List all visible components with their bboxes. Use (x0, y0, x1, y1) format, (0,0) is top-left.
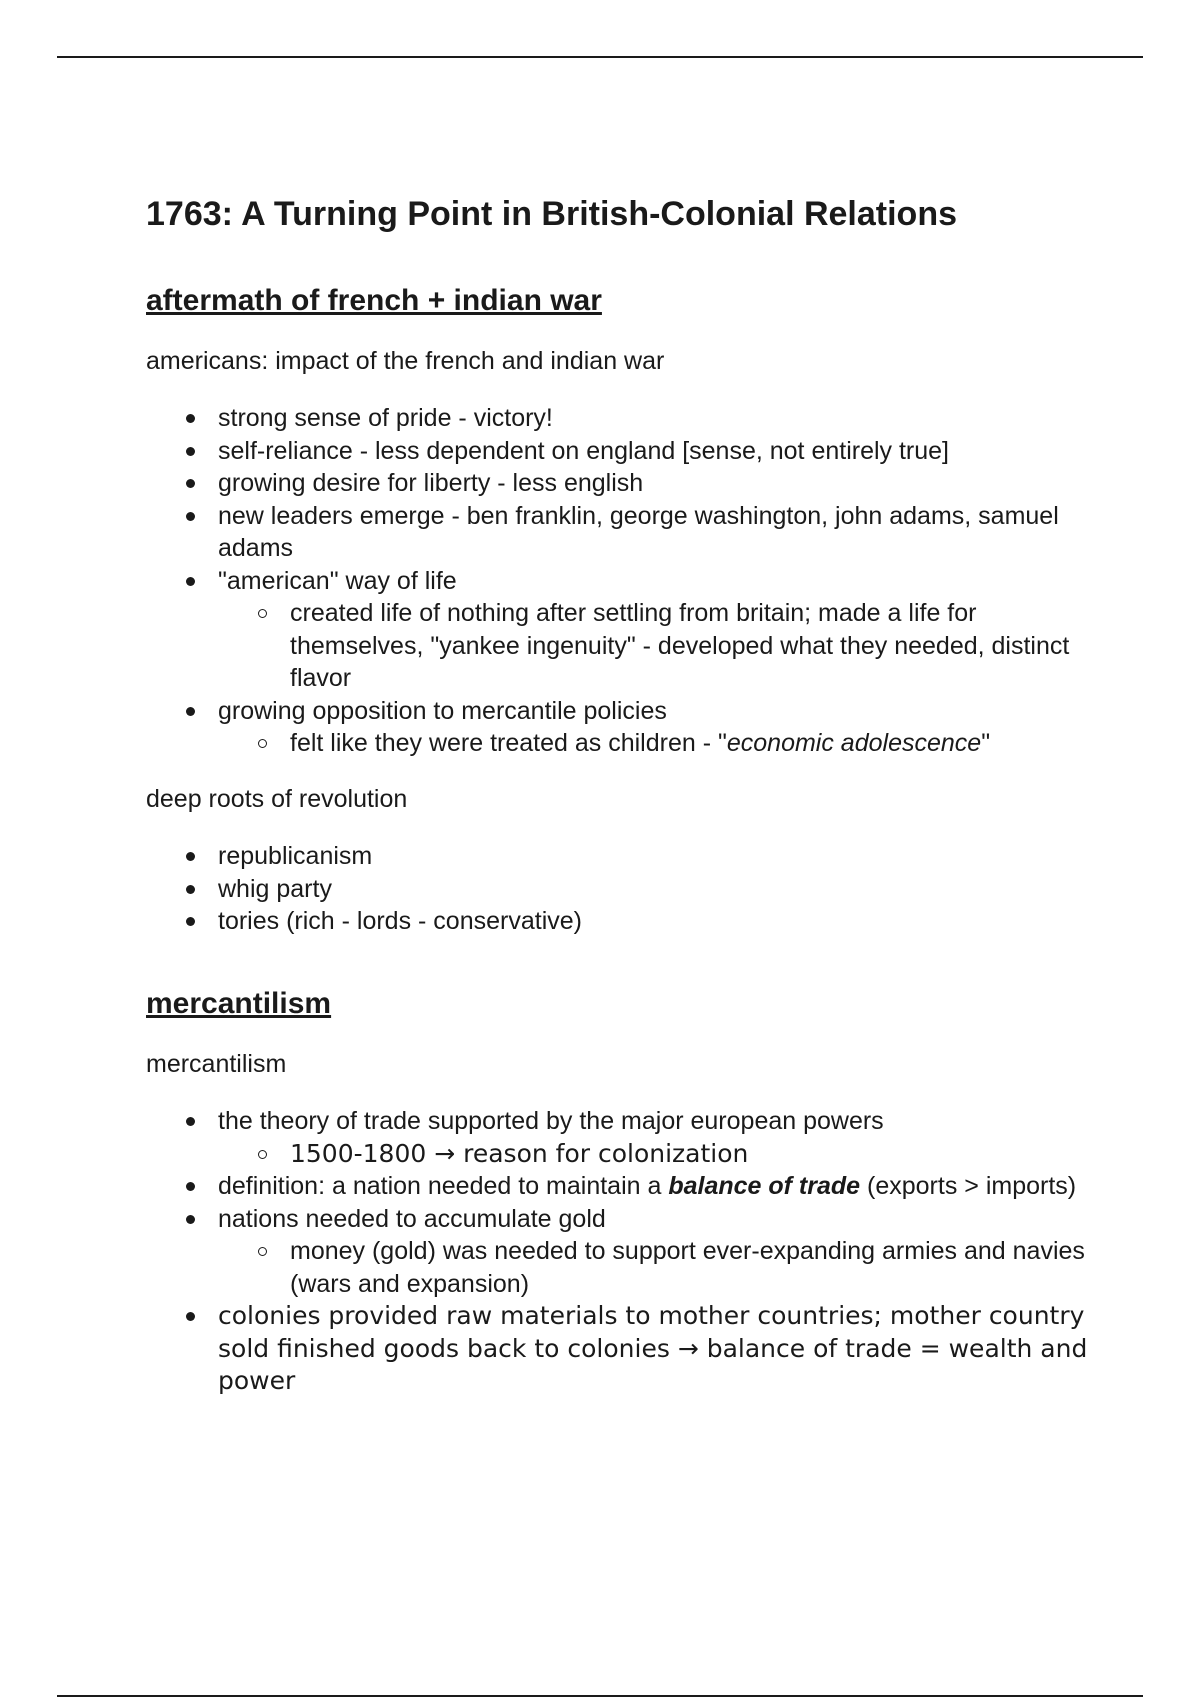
roots-heading: deep roots of revolution (146, 785, 408, 813)
list-item-text: self-reliance - less dependent on england [sense, not entirely true] (218, 436, 950, 465)
list-item-text: whig party (218, 874, 332, 903)
list-item (146, 435, 1091, 468)
sub-list-item (218, 597, 1091, 695)
section-heading-mercantilism: mercantilism (146, 987, 332, 1020)
list-item-text: republicanism (218, 842, 373, 870)
list-item (146, 873, 1091, 906)
sub-list (218, 1235, 1091, 1300)
italic-emphasis: economic adolescence (726, 729, 982, 757)
closing-quote: " (981, 729, 991, 757)
bold-italic-emphasis: balance of trade (668, 1172, 861, 1200)
list-item (146, 1300, 1091, 1398)
list-item (146, 1203, 1091, 1301)
sub-list-item-text: 1500-1800 → reason for colonization (290, 1138, 749, 1168)
list-item (146, 500, 1091, 565)
sub-list (218, 727, 1091, 760)
list-item-text: growing opposition to mercantile policies (218, 696, 667, 725)
list-item (146, 1170, 1091, 1203)
list-item-text: colonies provided raw materials to mother countries; mother country sold finished goods back to colonies → balance of trade = wealth and power (218, 1301, 1088, 1395)
impact-list (146, 402, 1091, 760)
sub-list-item (218, 1235, 1091, 1300)
section-heading-aftermath: aftermath of french + indian war (146, 284, 602, 317)
list-item-text: definition: a nation needed to maintain a (218, 1172, 669, 1200)
list-item-text: new leaders emerge - ben franklin, george washington, john adams, samuel adams (218, 501, 1059, 562)
bottom-rule (57, 1695, 1143, 1697)
section-intro-mercantilism: mercantilism (146, 1050, 287, 1078)
mercantilism-list (146, 1105, 1091, 1398)
top-rule (57, 56, 1143, 58)
list-item (146, 402, 1091, 435)
sub-list-item-text: created life of nothing after settling from britain; made a life for themselves, "yankee ingenuity" - developed what they needed, distinct flavor (290, 599, 1070, 692)
sub-list-item-text: money (gold) was needed to support ever-expanding armies and navies (wars and expansion) (290, 1237, 1085, 1298)
sub-list-item (218, 727, 1091, 760)
list-item (146, 695, 1091, 760)
list-item-text: the theory of trade supported by the major european powers (218, 1107, 884, 1135)
sub-list-item-text: felt like they were treated as children - " (290, 729, 727, 757)
page-title: 1763: A Turning Point in British-Colonial Relations (146, 195, 958, 233)
list-item (146, 467, 1091, 500)
section-intro-americans: americans: impact of the french and indian war (146, 347, 665, 375)
list-item (146, 1105, 1091, 1170)
sub-list (218, 1138, 1091, 1171)
list-item (146, 905, 1091, 938)
sub-list-item (218, 1138, 1091, 1171)
list-item (146, 565, 1091, 695)
list-item-text: "american" way of life (218, 566, 457, 595)
list-item-text: tories (rich - lords - conservative) (218, 907, 582, 935)
list-item-text: growing desire for liberty - less english (218, 469, 644, 497)
list-item-text: nations needed to accumulate gold (218, 1204, 606, 1233)
sub-list (218, 597, 1091, 695)
list-item-text: strong sense of pride - victory! (218, 404, 553, 432)
roots-list (146, 840, 1091, 938)
list-item (146, 840, 1091, 873)
list-item-text-suffix: (exports > imports) (860, 1172, 1077, 1200)
